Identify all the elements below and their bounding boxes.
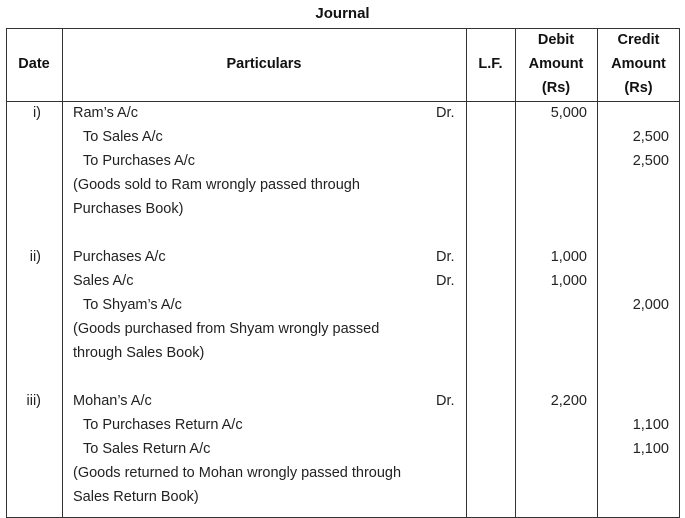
- credit-amount: 2,500: [632, 129, 669, 145]
- header-date: Date: [18, 56, 50, 72]
- header-particulars: Particulars: [226, 56, 302, 72]
- dr-marker: Dr.: [436, 249, 455, 265]
- header-debit-line2: Amount: [528, 56, 584, 72]
- header-debit-line3: (Rs): [541, 80, 571, 96]
- dr-marker: Dr.: [436, 105, 455, 121]
- credit-amount: 2,000: [632, 297, 669, 313]
- debit-amount: 5,000: [550, 105, 587, 121]
- entry-debit-account: Ram’s A/c: [73, 105, 139, 121]
- entry-narration: (Goods sold to Ram wrongly passed through: [73, 177, 360, 193]
- entry-date: ii): [29, 249, 41, 265]
- header-credit-line2: Amount: [611, 56, 666, 72]
- header-credit-line3: (Rs): [624, 80, 653, 96]
- entry-credit-account: To Sales Return A/c: [83, 441, 211, 457]
- header-credit-line1: Credit: [617, 32, 660, 48]
- credit-amount: 1,100: [632, 417, 669, 433]
- credit-amount: 2,500: [632, 153, 669, 169]
- entry-narration: (Goods purchased from Shyam wrongly passed: [73, 321, 380, 337]
- journal-title: Journal: [315, 5, 370, 22]
- debit-amount: 2,200: [550, 393, 587, 409]
- header-debit-line1: Debit: [537, 32, 575, 48]
- debit-amount: 1,000: [550, 273, 587, 289]
- entry-narration: (Goods returned to Mohan wrongly passed through: [73, 465, 402, 481]
- entry-debit-account: Sales A/c: [73, 273, 134, 289]
- debit-amount: 1,000: [550, 249, 587, 265]
- entry-narration: Sales Return Book): [73, 489, 199, 505]
- entry-date: iii): [26, 393, 41, 409]
- dr-marker: Dr.: [436, 273, 455, 289]
- entry-credit-account: To Sales A/c: [83, 129, 163, 145]
- credit-amount: 1,100: [632, 441, 669, 457]
- entry-credit-account: To Shyam’s A/c: [83, 297, 182, 313]
- dr-marker: Dr.: [436, 393, 455, 409]
- entry-narration: through Sales Book): [73, 345, 205, 361]
- entry-date: i): [32, 105, 41, 121]
- entry-narration: Purchases Book): [73, 201, 184, 217]
- entry-credit-account: To Purchases A/c: [83, 153, 196, 169]
- entry-credit-account: To Purchases Return A/c: [83, 417, 243, 433]
- entry-debit-account: Mohan’s A/c: [73, 393, 152, 409]
- entry-debit-account: Purchases A/c: [73, 249, 166, 265]
- header-lf: L.F.: [478, 56, 503, 72]
